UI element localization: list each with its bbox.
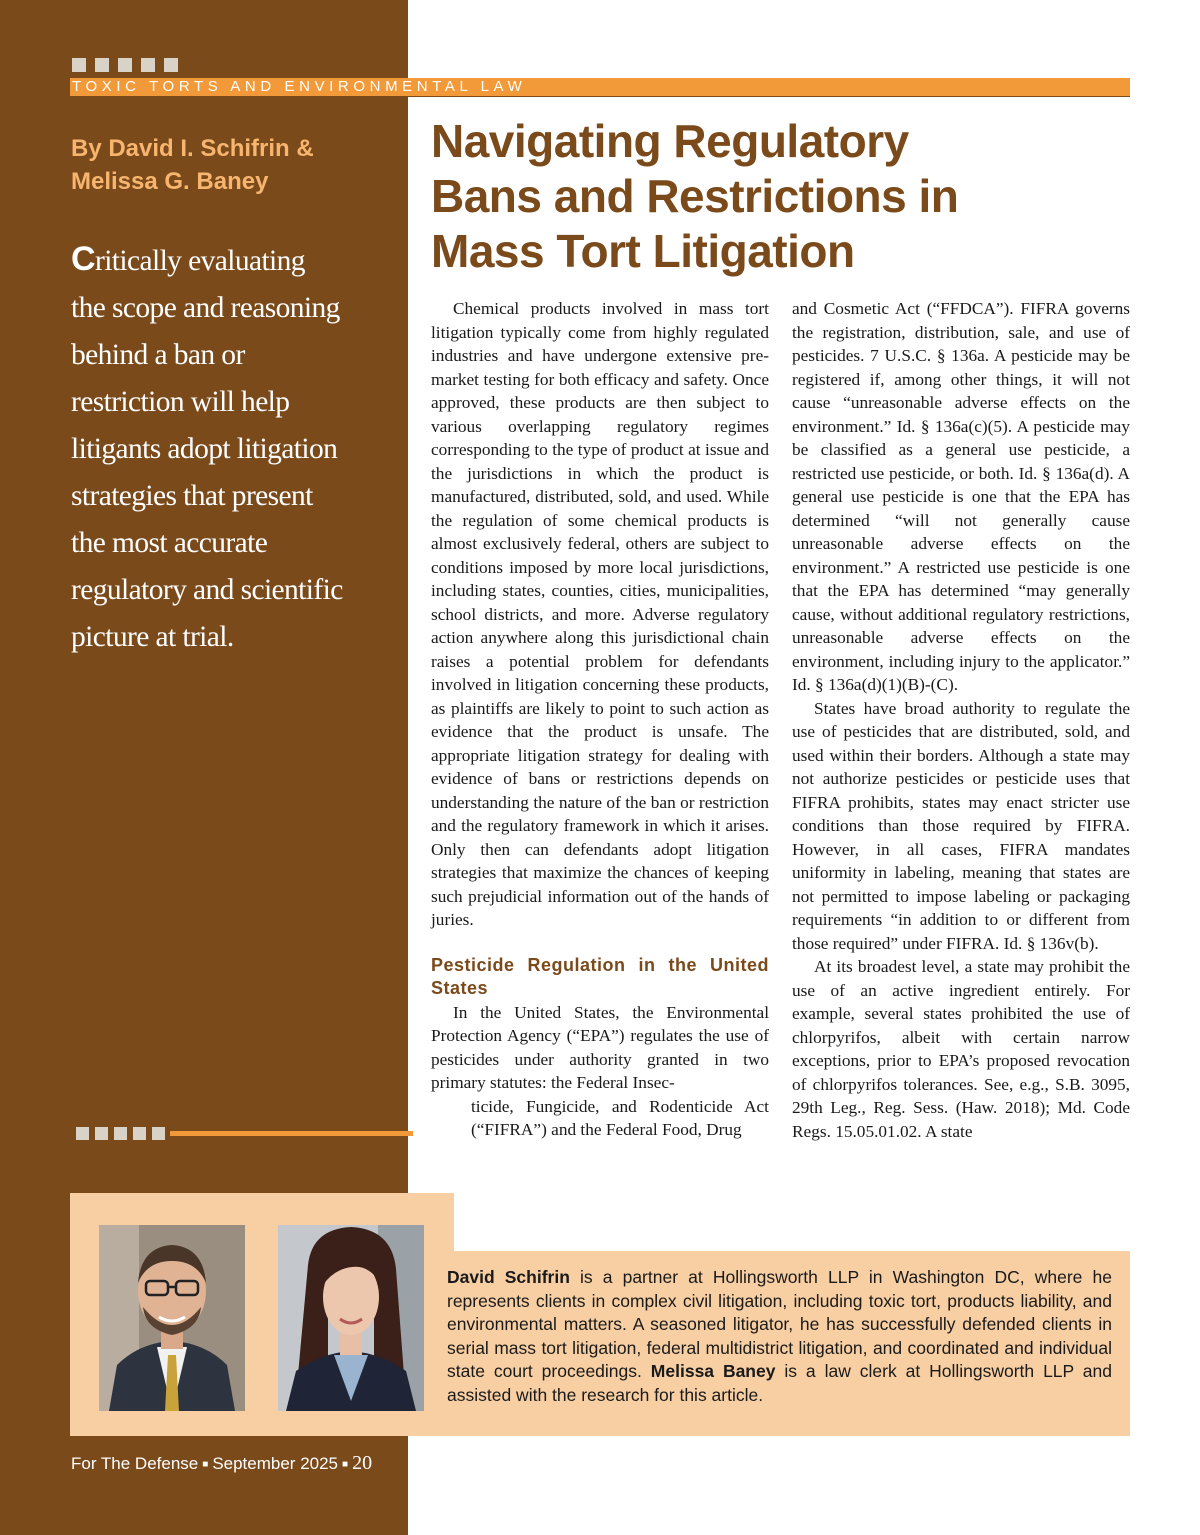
pull-quote-line (71, 236, 401, 285)
footer-separator: ■ (202, 1459, 209, 1470)
pull-quote-line: behind a ban or (71, 339, 245, 371)
pull-quote-first-line: ritically evaluating (94, 245, 305, 277)
body-paragraph: and Cosmetic Act (“FFDCA”). FIFRA governs the registration, distribution, sale, and use of pesticides. 7 U.S.C. § 136a. A pesticide may be registered if, among other things, it will not cause “unreasonable adverse effects on the environment.” Id. § 136a(c)(5). A pesticide may be classified as a general use pesticide, a restricted use pesticide, or both. Id. § 136a(d). A general use pesticide is one that the EPA has determined “will not generally cause unreasonable adverse effects on the environment.” A restricted use pesticide is one that the EPA has determined “may generally cause, without additional regulatory restrictions, unreasonable adverse effects on the environment, including injury to the applicator.” Id. § 136a(d)(1)(B)-(C). (792, 299, 1130, 694)
author-photo-schifrin (99, 1225, 245, 1411)
section-label: TOXIC TORTS AND ENVIRONMENTAL LAW (72, 78, 527, 95)
byline-line-2: Melissa G. Baney (71, 168, 269, 195)
body-column-left (431, 297, 769, 1142)
footer-publication: For The Defense (71, 1454, 199, 1473)
body-paragraph: States have broad authority to regulate the use of pesticides that are distributed, sold, and used within their borders. Although a state may not authorize pesticides or pesticide uses that FIFRA prohibits, states may enact stricter use conditions than those required by FIFRA. However, in all cases, FIFRA mandates uniformity in labeling, meaning that states are not permitted to impose labeling or packaging requirements “in addition to or different from those required” under FIFRA. Id. § 136v(b). (792, 698, 1130, 953)
section-subhead: Pesticide Regulation in the United States (431, 954, 769, 998)
page-footer (71, 1452, 372, 1475)
pull-quote-line: restriction will help (71, 386, 290, 418)
author-bio-text (447, 1266, 1112, 1407)
pull-quote-line: the scope and reasoning (71, 292, 340, 324)
section-rule (408, 96, 1130, 97)
decorative-line-mid (170, 1131, 413, 1136)
pull-quote-line: regulatory and scientific (71, 574, 343, 606)
pull-quote-line: the most accurate (71, 527, 268, 559)
bio-name-baney: Melissa Baney (650, 1361, 776, 1381)
body-paragraph-wrap: ticide, Fungicide, and Rodenticide Act (“FIFRA”) and the Federal Food, Drug (471, 1096, 769, 1139)
bio-name-schifrin: David Schifrin (447, 1267, 570, 1287)
title-line: Navigating Regulatory (431, 115, 909, 167)
page-number: 20 (352, 1452, 373, 1474)
decorative-squares-top (72, 58, 178, 72)
body-column-right (792, 297, 1130, 1143)
pull-quote-line: strategies that present (71, 480, 313, 512)
pull-quote-line: litigants adopt litigation (71, 433, 338, 465)
body-paragraph: In the United States, the Environmental Protection Agency (“EPA”) regulates the use of pesticides under authority granted in two primary statutes: the Federal Insec- (431, 1002, 769, 1092)
pull-quote (71, 236, 401, 661)
bio-text-baney: is a law clerk at Hollingsworth LLP and assisted with the research for this article. (447, 1361, 1112, 1405)
footer-date: September 2025 (212, 1454, 339, 1473)
body-paragraph: Chemical products involved in mass tort litigation typically come from highly regulated industries and have undergone extensive pre-market testing for both efficacy and safety. Once approved, these products are then subject to various overlapping regulatory regimes corresponding to the type of product at issue and the jurisdictions in which the product is manufactured, distributed, sold, and used. While the regulation of some chemical products is almost exclusively federal, others are subject to conditions imposed by more local jurisdictions, including states, counties, cities, municipalities, school districts, and more. Adverse regulatory action anywhere along this jurisdictional chain raises a potential problem for defendants involved in litigation concerning these products, as plaintiffs are likely to point to such action as evidence that the product is unsafe. The appropriate litigation strategy for dealing with evidence of bans or restrictions depends on understanding the nature of the ban or restriction and the regulatory framework in which it arises. Only then can defendants adopt litigation strategies that maximize the chances of keeping such prejudicial information out of the hands of juries. (431, 299, 769, 929)
bio-text-schifrin: is a partner at Hollingsworth LLP in Washington DC, where he represents clients in complex civil litigation, including toxic tort, products liability, and environmental matters. A seasoned litigator, he has successfully defended clients in serial mass tort litigation, federal multidistrict litigation, and coordinated and individual state court proceedings. (447, 1267, 1112, 1381)
author-photo-baney (278, 1225, 424, 1411)
decorative-squares-mid (76, 1127, 165, 1140)
byline (71, 132, 391, 198)
title-line: Bans and Restrictions in (431, 170, 959, 222)
footer-separator: ■ (342, 1459, 349, 1470)
pull-quote-line: picture at trial. (71, 621, 234, 653)
byline-line-1: By David I. Schifrin & (71, 135, 314, 162)
body-paragraph: At its broadest level, a state may prohibit the use of an active ingredient entirely. For example, several states prohibited the use of chlorpyrifos, albeit with certain narrow exceptions, prior to EPA’s proposed revocation of chlorpyrifos tolerances. See, e.g., S.B. 3095, 29th Leg., Reg. Sess. (Haw. 2018); Md. Code Regs. 15.05.01.02. A state (792, 957, 1130, 1141)
drop-cap: C (71, 240, 95, 278)
title-line: Mass Tort Litigation (431, 225, 855, 277)
article-title (431, 114, 1131, 279)
